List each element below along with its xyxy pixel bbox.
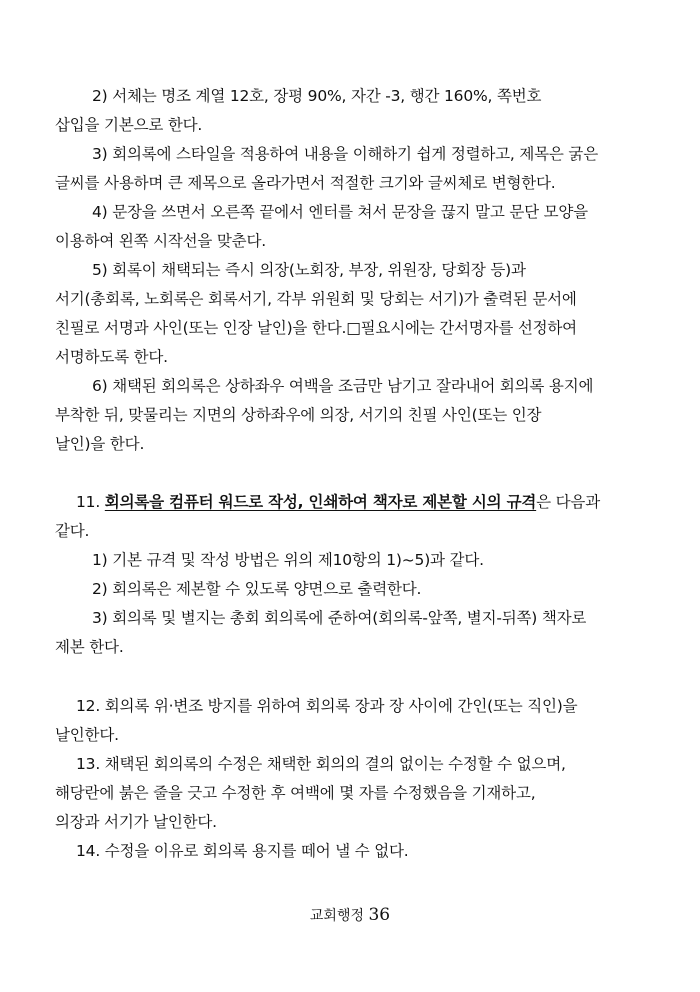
para-5-line-1: 5) 회록이 채택되는 즉시 의장(노회장, 부장, 위원장, 당회장 등)과 bbox=[92, 261, 526, 279]
section-11-number: 11. bbox=[76, 493, 101, 511]
section-11-item-1: 1) 기본 규격 및 작성 방법은 위의 제10항의 1)~5)과 같다. bbox=[92, 551, 484, 569]
section-14-line-1: 14. 수정을 이유로 회의록 용지를 떼어 낼 수 없다. bbox=[76, 842, 409, 860]
section-11-title: 회의록을 컴퓨터 워드로 작성, 인쇄하여 책자로 제본할 시의 규격 bbox=[104, 493, 537, 511]
para-5-line-3: 친필로 서명과 사인(또는 인장 날인)을 한다.□필요시에는 간서명자를 선정하여 bbox=[55, 319, 577, 337]
footer-label: 교회행정 bbox=[309, 908, 364, 924]
section-12-line-2: 날인한다. bbox=[55, 726, 119, 744]
para-2-line-1: 2) 서체는 명조 계열 12호, 장평 90%, 자간 -3, 행간 160%, 쪽번호 bbox=[92, 87, 542, 105]
section-11-line-2: 같다. bbox=[55, 522, 90, 540]
section-11-item-3-line-1: 3) 회의록 및 별지는 총회 회의록에 준하여(회의록-앞쪽, 별지-뒤쪽) 책자로 bbox=[92, 609, 587, 627]
para-6-line-1: 6) 채택된 회의록은 상하좌우 여백을 조금만 남기고 잘라내어 회의록 용지에 bbox=[92, 377, 594, 395]
para-5-line-4: 서명하도록 한다. bbox=[55, 348, 168, 366]
para-6-line-2: 부착한 뒤, 맞물리는 지면의 상하좌우에 의장, 서기의 친필 사인(또는 인장 bbox=[55, 406, 542, 424]
section-13-line-1: 13. 채택된 회의록의 수정은 채택한 회의의 결의 없이는 수정할 수 없으며, bbox=[76, 755, 566, 773]
para-3-line-2: 글씨를 사용하며 큰 제목으로 올라가면서 적절한 크기와 글씨체로 변형한다. bbox=[55, 174, 556, 192]
section-11-item-3-line-2: 제본 한다. bbox=[55, 638, 124, 656]
para-2-line-2: 삽입을 기본으로 한다. bbox=[55, 116, 203, 134]
section-13-line-3: 의장과 서기가 날인한다. bbox=[55, 813, 217, 831]
para-4-line-2: 이용하여 왼쪽 시작선을 맞춘다. bbox=[55, 232, 266, 250]
page-footer bbox=[0, 905, 700, 926]
page-number: 36 bbox=[368, 905, 391, 925]
section-13-line-2: 해당란에 붉은 줄을 긋고 수정한 후 여백에 몇 자를 수정했음을 기재하고, bbox=[55, 784, 536, 802]
section-12-line-1: 12. 회의록 위·변조 방지를 위하여 회의록 장과 장 사이에 간인(또는 직인)을 bbox=[76, 697, 578, 715]
section-11-title-rest: 은 다음과 bbox=[536, 493, 600, 511]
para-4-line-1: 4) 문장을 쓰면서 오른쪽 끝에서 엔터를 쳐서 문장을 끊지 말고 문단 모양을 bbox=[92, 203, 588, 221]
section-11-heading bbox=[76, 492, 600, 512]
para-5-line-2: 서기(총회록, 노회록은 회록서기, 각부 위원회 및 당회는 서기)가 출력된 문서에 bbox=[55, 290, 577, 308]
para-3-line-1: 3) 회의록에 스타일을 적용하여 내용을 이해하기 쉽게 정렬하고, 제목은 굵은 bbox=[92, 145, 598, 163]
section-11-item-2: 2) 회의록은 제본할 수 있도록 양면으로 출력한다. bbox=[92, 580, 422, 598]
para-6-line-3: 날인)을 한다. bbox=[55, 435, 145, 453]
